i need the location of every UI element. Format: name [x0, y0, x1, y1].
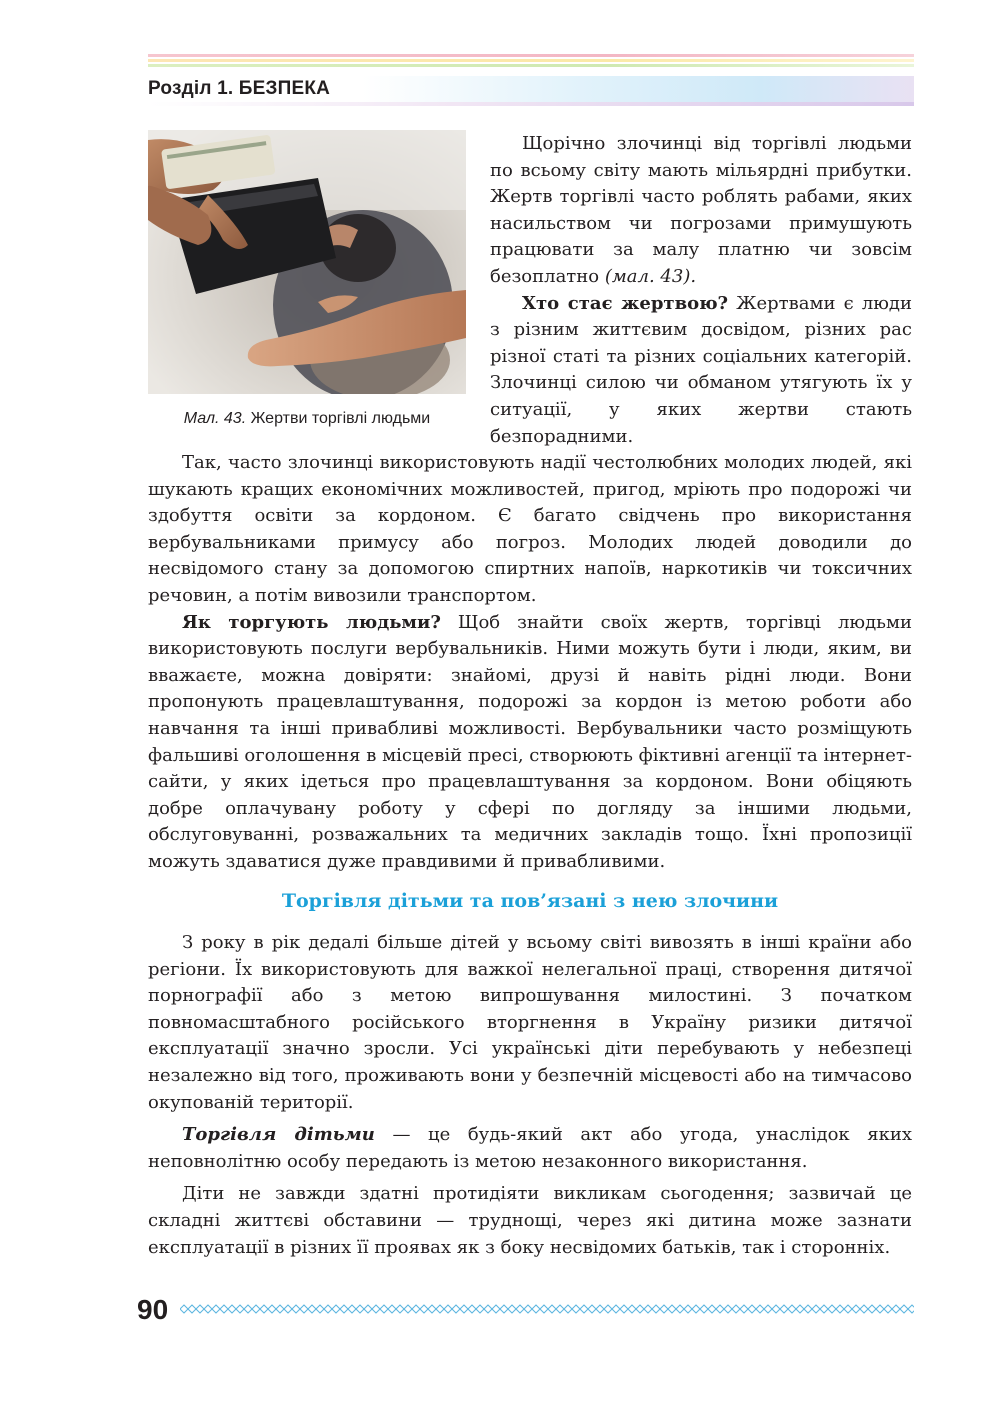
header-gradient-band-bottom	[148, 102, 914, 106]
page-number: 90	[137, 1294, 169, 1325]
figure-caption-text: Жертви торгівлі людьми	[246, 410, 431, 427]
paragraph: З року в рік дедалі більше дітей у всьому світі вивозять в інші країни або регіони. Їх використовують для важкої нелегальної праці, створення дитячої порнографії або з метою випрошування милостині. З початком повномасштабного російського вторгнення в Україну ризики дитячої експлуатації значно зросли. Усі українські діти перебувають у небезпеці незалежно від того, проживають вони у безпечній місцевості або на тимчасово окупованій території.	[148, 932, 912, 1113]
paragraph-text: Щоб знайти своїх жертв, торгівці людьми використовують послуги вербувальників. Ними можуть бути і люди, яким, ви вважаєте, можна довіряти: знайомі, друзі й навіть рідні люди. Вони пропонують працевлаштування, подорожі за кордон із метою роботи або навчання та інші привабливі можливості. Вербувальники часто розміщують фальшиві оголошення в місцевій пресі, створюють фіктивні агенції та інтернет-сайти, у яких ідеться про працевлаштування за кордоном. Вони обіцяють добре оплачувану роботу у сфері по догляду за іншими людьми, обслуговуванні, розважальних та медичних закладів тощо. Їхні пропозиції можуть здаватися дуже правдивими й привабливими.	[148, 611, 912, 872]
paragraph	[490, 131, 912, 291]
side-column-text	[490, 131, 912, 450]
paragraph-lead: Як торгують людьми?	[182, 611, 441, 633]
paragraph	[490, 291, 912, 451]
subheading: Торгівля дітьми та пов’язані з нею злочини	[281, 890, 779, 912]
paragraph-lead: Хто стає жертвою?	[522, 292, 729, 314]
paragraph-text: Щорічно злочинці від торгівлі людьми по всьому світу мають мільярдні прибутки. Жертв торгівлі часто роблять рабами, яких насильством чи погрозами примушують працювати за малу платню чи зовсім безоплатно	[490, 133, 912, 287]
paragraph: Діти не завжди здатні протидіяти викликам сьогодення; зазвичай це складні життєві обставини — труднощі, через які дитина може зазнати експлуатації в різних її проявах як з боку несвідомих батьків, так і сторонніх.	[148, 1183, 912, 1258]
figure-photo	[148, 130, 466, 394]
main-text-block-2	[148, 930, 912, 1261]
paragraph	[148, 610, 912, 876]
figure-reference: (мал. 43).	[604, 265, 697, 287]
section-title: Розділ 1. БЕЗПЕКА	[148, 78, 331, 99]
paragraph	[148, 1122, 912, 1175]
main-text-block-1	[148, 450, 912, 876]
figure-caption	[148, 410, 466, 428]
definition-term: Торгівля дітьми	[182, 1124, 375, 1146]
paragraph: Так, часто злочинці використовують надії честолюбних молодих людей, які шукають кращих економічних можливостей, пригод, мріють про подорожі чи здобуття освіти за кордоном. Є багато свідчень про використання вербувальниками примусу або погроз. Молодих людей доводили до несвідомого стану за допомогою спиртних напоїв, наркотиків чи токсичних речовин, а потім вивозили транспортом.	[148, 452, 912, 606]
header-decorative-stripes	[148, 54, 914, 72]
footer-wave-ornament	[180, 1303, 914, 1315]
paragraph-text: Жертвами є люди з різним життєвим досвідом, різних рас різної статі та різних соціальних категорій. Злочинці силою чи обманом утягують їх у ситуації, у яких жертви стають безпорадними.	[490, 292, 912, 447]
figure-caption-label: Мал. 43.	[183, 410, 247, 427]
paragraph-text: — це будь-який акт або угода, унаслідок яких неповнолітню особу передають із метою незаконного використання.	[148, 1124, 912, 1172]
